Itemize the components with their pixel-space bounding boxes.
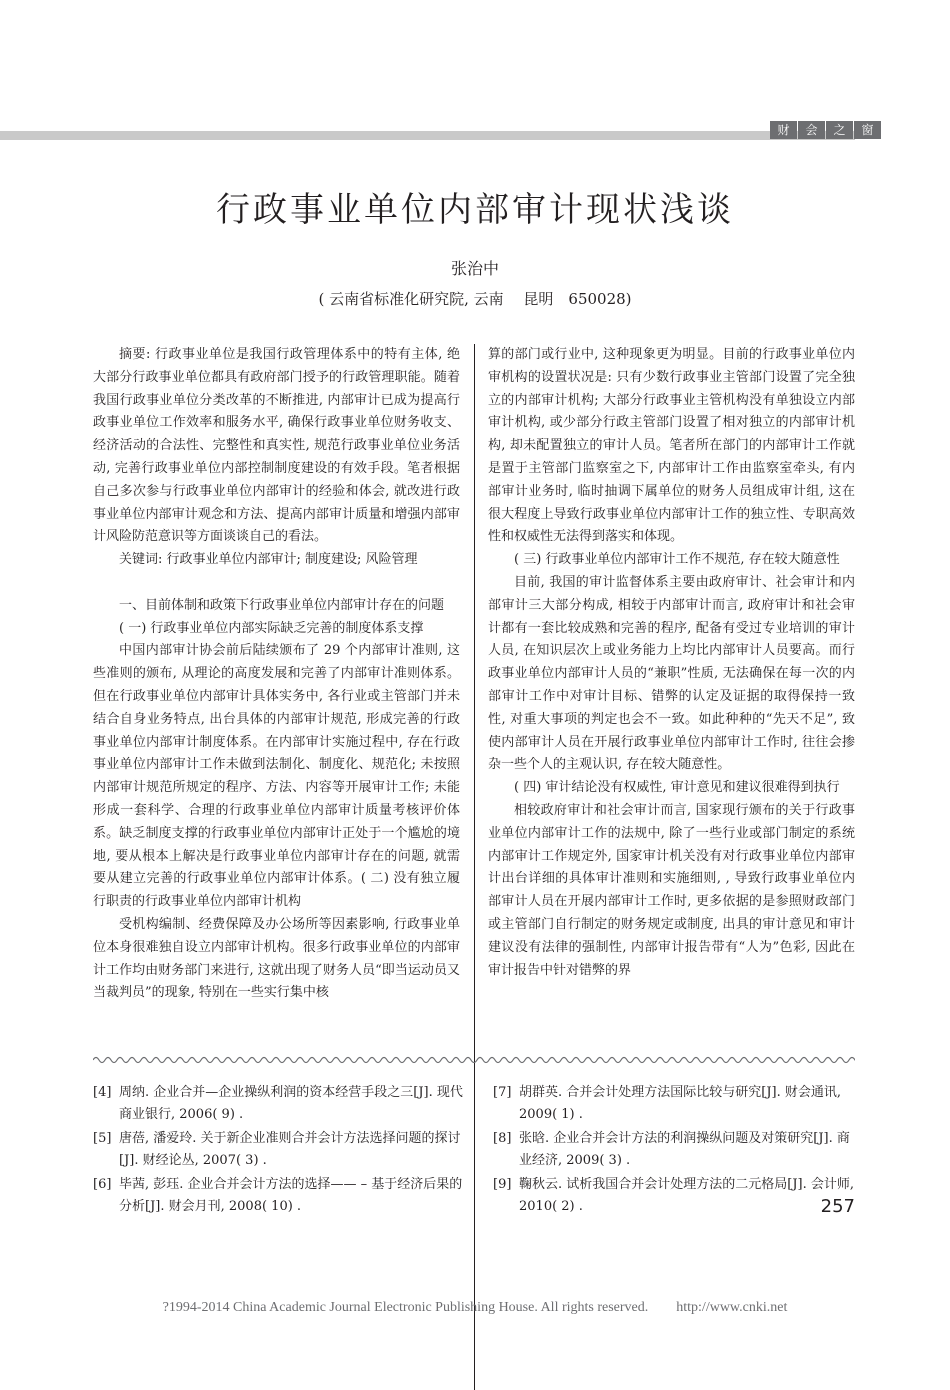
column-tag: 会 <box>798 121 825 139</box>
subsection-heading: ( 一) 行政事业单位内部实际缺乏完善的制度体系支撑 <box>119 620 424 636</box>
reference-item <box>93 1128 463 1172</box>
column-tag: 之 <box>826 121 853 139</box>
section-heading: 一、目前体制和政策下行政事业单位内部审计存在的问题 <box>119 597 445 613</box>
reference-number: [7] <box>493 1085 512 1100</box>
column-tag: 窗 <box>854 121 881 139</box>
wave-divider <box>93 1054 855 1066</box>
column-divider <box>474 344 475 1390</box>
reference-number: [8] <box>493 1131 512 1146</box>
abstract: 摘要: 行政事业单位是我国行政管理体系中的特有主体, 绝大部分行政事业单位都具有政府部门授予的行政管理职能。随着我国行政事业单位分类改革的不断推进, 内部审计已成为提高行政事业单位工作效率和服务水平, 确保行政事业单位财务收支、经济活动的合法性、完整性和真实性, 规范行政事业单位业务活动, 完善行政事业单位内部控制制度建设的有效手段。笔者根据自己多次参与行政事业单位内部审计的经验和体会, 就改进行政事业单位内部审计观念和方法、提高内部审计质量和增强内部审计风险防范意识等方面谈谈自己的看法。 <box>93 347 460 545</box>
reference-number: [6] <box>93 1177 112 1192</box>
reference-item <box>493 1082 855 1126</box>
body-paragraph: 目前, 我国的审计监督体系主要由政府审计、社会审计和内部审计三大部分构成, 相较于内部审计而言, 政府审计和社会审计都有一套比较成熟和完善的程序, 配备有受过专业培训的审计人员, 在知识层次上或业务能力上均比内部审计人员要高。而行政事业单位内部审计人员的“兼职”性质, 无法确保在每一次的内部审计工作中对审计目标、错弊的认定及证据的取得保持一致性, 对重大事项的判定也会不一致。如此种种的“先天不足”, 致使内部审计人员在开展行政事业单位内部审计工作时, 往往会掺杂一些个人的主观认识, 存在较大随意性。 <box>488 574 855 773</box>
reference-text: 周纳. 企业合并—企业操纵利润的资本经营手段之三[J]. 现代商业银行, 2006( 9) . <box>119 1085 463 1122</box>
column-tag: 财 <box>770 121 797 139</box>
reference-text: 张晗. 企业合并会计方法的利润操纵问题及对策研究[J]. 商业经济, 2009( 3) . <box>519 1131 850 1168</box>
reference-item <box>93 1082 463 1126</box>
reference-text: 唐蓓, 潘爱玲. 关于新企业准则合并会计方法选择问题的探讨[J]. 财经论丛, 2007( 3) . <box>119 1131 461 1168</box>
reference-text: 鞠秋云. 试析我国合并会计处理方法的二元格局[J]. 会计师, 2010( 2) . <box>519 1177 855 1214</box>
article-title: 行政事业单位内部审计现状浅谈 <box>216 190 734 230</box>
reference-item <box>493 1128 855 1172</box>
reference-item <box>93 1174 463 1218</box>
page-number: 257 <box>820 1196 855 1217</box>
author: 张治中 <box>450 259 499 278</box>
reference-text: 胡群英. 合并会计处理方法国际比较与研究[J]. 财会通讯, 2009( 1) . <box>519 1085 842 1122</box>
body-paragraph: 受机构编制、经费保障及办公场所等因素影响, 行政事业单位本身很难独自设立内部审计机构。很多行政事业单位的内部审计工作均由财务部门来进行, 这就出现了财务人员“即当运动员又当裁判员”的现象, 特别在一些实行集中核 <box>93 916 460 1001</box>
body-paragraph: 相较政府审计和社会审计而言, 国家现行颁布的关于行政事业单位内部审计工作的法规中, 除了一些行业或部门制定的系统内部审计工作规定外, 国家审计机关没有对行政事业单位内部审计出台详细的具体审计准则和实施细则, , 导致行政事业单位内部审计人员在开展内部审计工作时, 更多依据的是参照财政部门或主管部门自行制定的财务规定或制度, 出具的审计意见和审计建议没有法律的强制性, 内部审计报告带有“人为”色彩, 因此在审计报告中针对错弊的界 <box>488 802 855 978</box>
affiliation: ( 云南省标准化研究院, 云南 昆明 650028) <box>318 290 632 308</box>
left-column <box>93 344 460 1005</box>
body-paragraph: 中国内部审计协会前后陆续颁布了 29 个内部审计准则, 这些准则的颁布, 从理论的高度发展和完善了内部审计准则体系。但在行政事业单位内部审计具体实务中, 各行业或主管部门并未结合自身业务特点, 出台具体的内部审计规范, 形成完善的行政事业单位内部审计制度体系。在内部审计实施过程中, 存在行政事业单位内部审计工作未做到法制化、制度化、规范化; 未按照内部审计规范所规定的程序、方法、内容等开展审计工作; 未能形成一套科学、合理的行政事业单位内部审计质量考核评价体系。缺乏制度支撑的行政事业单位内部审计正处于一个尴尬的境地, 要从根本上解决是行政事业单位内部审计存在的问题, 就需要从建立完善的行政事业单位内部审计体系。( 二) 没有独立履行职责的行政事业单位内部审计机构 <box>93 643 460 910</box>
subsection-heading: ( 四) 审计结论没有权威性, 审计意见和建议很难得到执行 <box>514 780 840 796</box>
reference-number: [5] <box>93 1131 112 1146</box>
right-column <box>488 344 855 982</box>
subsection-heading: ( 三) 行政事业单位内部审计工作不规范, 存在较大随意性 <box>514 552 840 568</box>
copyright-footer: ?1994-2014 China Academic Journal Electronic Publishing House. All rights reserved. http://www.cnki.net <box>162 1300 788 1315</box>
reference-number: [9] <box>493 1177 512 1192</box>
reference-number: [4] <box>93 1085 112 1100</box>
column-tags <box>770 121 881 139</box>
reference-text: 毕茜, 彭珏. 企业合并会计方法的选择—— – 基于经济后果的分析[J]. 财会月刊, 2008( 10) . <box>119 1177 463 1214</box>
body-paragraph: 算的部门或行业中, 这种现象更为明显。目前的行政事业单位内审机构的设置状况是: 只有少数行政事业主管部门设置了完全独立的内部审计机构; 大部分行政事业主管机构没有单独设立内部审计机构, 或少部分行政主管部门设置了相对独立的内部审计机构, 却未配置独立的审计人员。笔者所在部门的内部审计工作就是置于主管部门监察室之下, 内部审计工作由监察室牵头, 有内部审计业务时, 临时抽调下属单位的财务人员组成审计组, 这在很大程度上导致行政事业单位内部审计工作的独立性、专职高效性和权威性无法得到落实和体现。 <box>488 347 855 545</box>
keywords: 关键词: 行政事业单位内部审计; 制度建设; 风险管理 <box>119 552 418 568</box>
header-rule <box>0 131 855 140</box>
references-left <box>93 1082 463 1220</box>
